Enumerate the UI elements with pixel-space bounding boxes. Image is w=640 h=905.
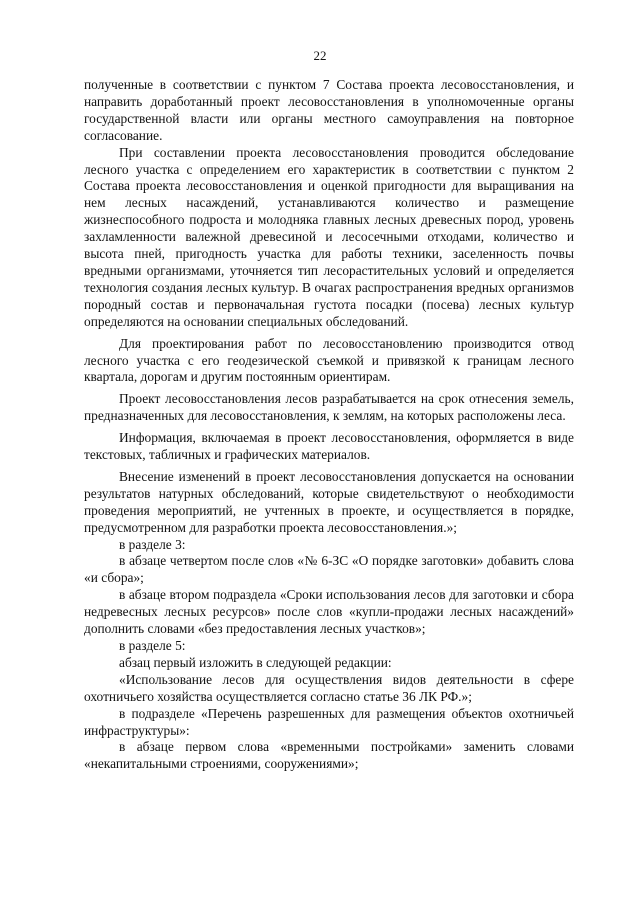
paragraph-first-abzac: абзац первый изложить в следующей редакции: [119, 654, 392, 670]
paragraph-section-5: в разделе 5: [119, 638, 186, 653]
paragraph-continuation: полученные в соответствии с пунктом 7 Состава проекта лесовосстановления, и направить доработанный проект лесовосстановления в уполномоченные органы государственной власти или органы местного самоуправления на повторное согласование. [84, 77, 574, 143]
paragraph-project-term: Проект лесовосстановления лесов разрабатывается на срок отнесения земель, предназначенных для лесовосстановления, к землям, на которых расположены леса. [84, 391, 574, 424]
paragraph-information: Информация, включаемая в проект лесовосстановления, оформляется в виде текстовых, табличных и графических материалов. [84, 430, 574, 463]
paragraph-infrastructure: в подразделе «Перечень разрешенных для размещения объектов охотничьей инфраструктуры»: [84, 705, 574, 738]
paragraph-second-abzac: в абзаце втором подраздела «Сроки использования лесов для заготовки и сбора недревесных лесных ресурсов» после слов «купли-продажи лесных насаждений» дополнить словами «без предоставления лесных участков»; [84, 587, 574, 637]
paragraph-fourth-abzac: в абзаце четвертом после слов «№ 6-ЗС «О порядке заготовки» добавить слова «и сбора»; [84, 553, 574, 586]
paragraph-survey: При составлении проекта лесовосстановления проводится обследование лесного участка с определением его характеристик в соответствии с пунктом 2 Состава проекта лесовосстановления и оценкой пригодности для выращивания на нем лесных насаждений, устанавливаются количество и размещение жизнеспособного подроста и молодняка главных лесных древесных пород, уровень захламленности валежной древесиной и лесосечными отходами, количество и высота пней, пригодность участка для работы техники, заселенность почвы вредными организмами, уточняется тип лесорастительных условий и определяется технология создания лесных культур. В очагах распространения вредных организмов породный состав и первоначальная густота посадки (посева) лесных культур определяются на основании специальных обследований. [84, 144, 574, 329]
paragraph-amendments: Внесение изменений в проект лесовосстановления допускается на основании результатов натурных обследований, которые свидетельствуют о необходимости проведения мероприятий, не учтенных в проекте, и осуществляется в порядке, предусмотренном для разработки проекта лесовосстановления.»; [84, 468, 574, 535]
paragraph-allotment: Для проектирования работ по лесовосстановлению производится отвод лесного участка с его геодезической съемкой и привязкой к границам лесного квартала, дорогам и другим постоянным ориентирам. [84, 335, 574, 385]
paragraph-hunting-use: «Использование лесов для осуществления видов деятельности в сфере охотничьего хозяйства осуществляется согласно статье 36 ЛК РФ.»; [84, 671, 574, 704]
paragraph-replace-words: в абзаце первом слова «временными постройками» заменить словами «некапитальными строениями, сооружениями»; [84, 739, 574, 772]
paragraph-section-3: в разделе 3: [119, 536, 186, 552]
page-number: 22 [313, 48, 327, 63]
document-body [84, 77, 574, 773]
